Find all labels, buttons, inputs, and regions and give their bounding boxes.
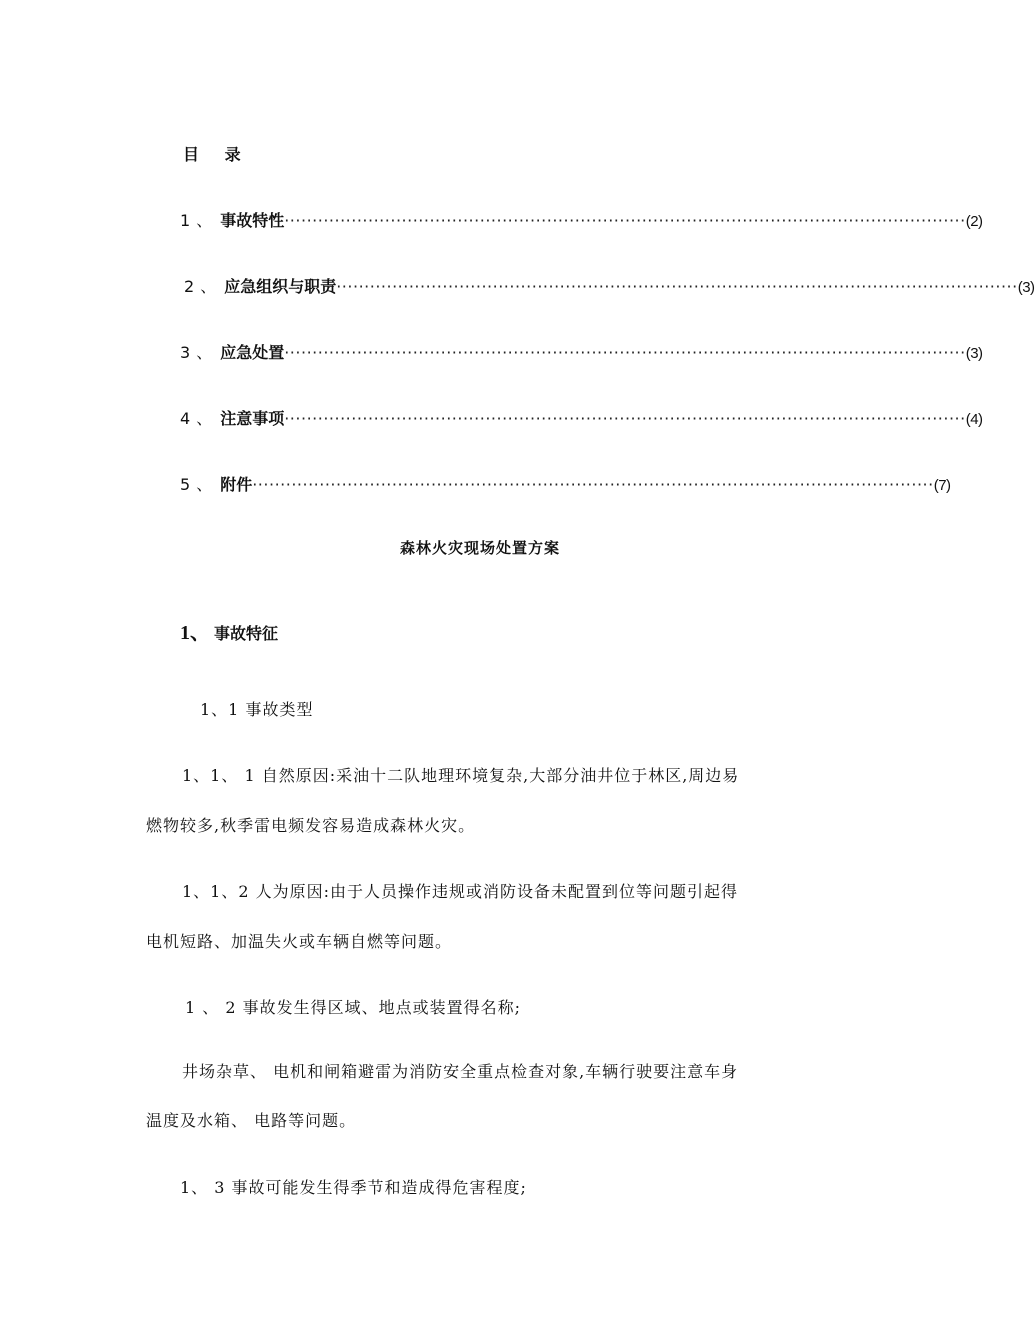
toc-entry-number: 4 [180,409,191,428]
toc-entry-page: (7) [933,477,951,494]
toc-entry-page: (3) [1017,279,1035,296]
toc-entry-separator: 、 [196,211,213,230]
toc-dot-leader: ·························································································································· [284,211,966,230]
document-title: 森林火灾现场处置方案 [400,539,561,557]
toc-entry-label: 事故特性 [220,211,285,230]
toc-entry-label: 注意事项 [220,409,285,428]
paragraph-line: 温度及水箱、 电路等问题。 [146,1111,357,1130]
toc-entry-separator: 、 [196,343,213,362]
section-number: 1、 [180,622,210,644]
paragraph-line: 井场杂草、 电机和闸箱避雷为消防安全重点检查对象,车辆行驶要注意车身 [182,1062,739,1081]
toc-entry-label: 应急处置 [220,343,285,362]
toc-entry-page: (3) [965,345,983,362]
subsection-heading: 1 、 2 事故发生得区域、地点或装置得名称; [185,998,522,1017]
paragraph-line: 1、1、2 人为原因:由于人员操作违规或消防设备未配置到位等问题引起得 [182,882,739,901]
toc-entry-separator: 、 [200,277,217,296]
toc-entry-number: 1 [180,211,191,230]
toc-entry-2[interactable] [184,274,1035,297]
paragraph-line: 燃物较多,秋季雷电频发容易造成森林火灾。 [146,816,476,835]
toc-dot-leader: ·························································································································· [252,475,934,494]
subsection-heading: 1、 3 事故可能发生得季节和造成得危害程度; [180,1178,527,1197]
toc-entry-page: (4) [965,411,983,428]
paragraph-line: 1、1、 1 自然原因:采油十二队地理环境复杂,大部分油井位于林区,周边易 [182,766,740,785]
toc-dot-leader: ·························································································································· [336,277,1018,296]
toc-entry-5[interactable] [180,472,951,495]
subsection-heading: 1、1 事故类型 [200,700,314,719]
toc-entry-label: 应急组织与职责 [224,277,337,296]
toc-entry-1[interactable] [180,208,983,231]
toc-entry-3[interactable] [180,340,983,363]
paragraph-line: 电机短路、加温失火或车辆自燃等问题。 [146,932,453,951]
toc-entry-number: 2 [184,277,195,296]
toc-entry-4[interactable] [180,406,983,429]
toc-dot-leader: ·························································································································· [284,343,966,362]
toc-entry-label: 附件 [220,475,253,494]
toc-entry-number: 3 [180,343,191,362]
toc-title: 目 录 [183,145,251,164]
toc-entry-separator: 、 [196,409,213,428]
toc-dot-leader: ·························································································································· [284,409,966,428]
section-title: 事故特征 [214,624,279,643]
section-heading [180,616,278,645]
toc-entry-number: 5 [180,475,191,494]
toc-entry-separator: 、 [196,475,213,494]
toc-entry-page: (2) [965,213,983,230]
